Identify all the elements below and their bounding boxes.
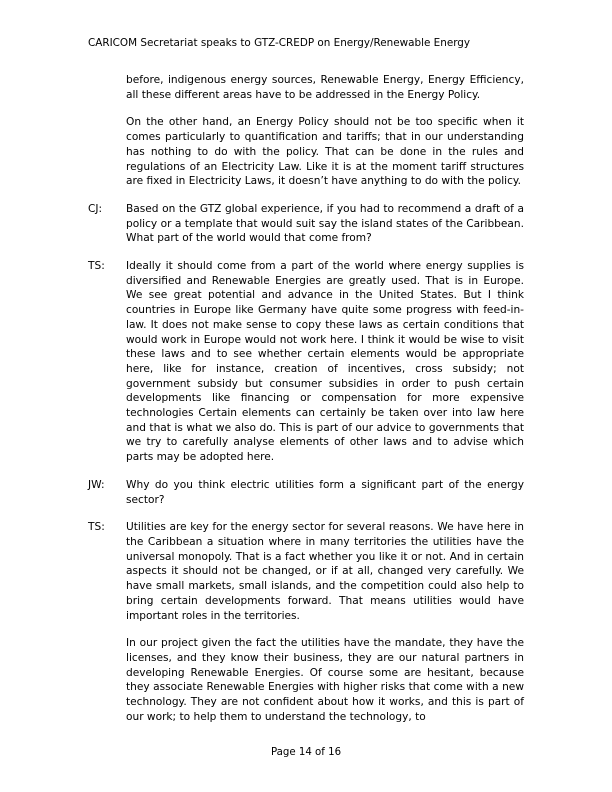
speaker-label: CJ: [88, 202, 103, 215]
document-body [88, 73, 524, 737]
dialogue-entry [88, 202, 524, 246]
dialogue-text: Ideally it should come from a part of the world where energy supplies is diversified and Renewable Energies are greatly used. That is in Europe. We see great potential and advance in the United States. But I think countries in Europe like Germany have quite some progress with feed-in-law. It does not make sense to copy these laws as certain conditions that would work in Europe would not work here. I think it would be wise to visit these laws and to see whether certain elements would be appropriate here, like for instance, creation of incentives, cross subsidy; not government subsidy but consumer subsidies in order to push certain developments like financing or compensation for more expensive technologies Certain elements can certainly be taken over into law here and that is what we also do. This is part of our advice to governments that we try to carefully analyse elements of other laws and to advise which parts may be adopted here. [126, 260, 524, 464]
dialogue-text: Utilities are key for the energy sector for several reasons. We have here in the Caribbean a situation where in many territories the utilities have the universal monopoly. That is a fact whether you like it or not. And in certain aspects it should not be changed, or if at all, changed very carefully. We have small markets, small islands, and the competition could also help to bring certain developments forward. That means utilities would have important roles in the territories. [126, 521, 524, 622]
dialogue-text: Based on the GTZ global experience, if you had to recommend a draft of a policy or a template that would suit say the island states of the Caribbean. What part of the world would that come from? [126, 202, 524, 245]
dialogue-entry [88, 520, 524, 623]
speaker-label: JW: [88, 478, 105, 491]
paragraph: In our project given the fact the utilities have the mandate, they have the licenses, and they know their business, they are our natural partners in developing Renewable Energies. Of course some are hesitant, because they associate Renewable Energies with higher risks that come with a new technology. They are not confident about how it works, and this is part of our work; to help them to understand the technology, to [126, 637, 524, 723]
page-header: CARICOM Secretariat speaks to GTZ-CREDP on Energy/Renewable Energy [88, 37, 471, 49]
dialogue-entry [88, 259, 524, 465]
dialogue-entry [88, 478, 524, 507]
paragraph: before, indigenous energy sources, Renewable Energy, Energy Efficiency, all these different areas have to be addressed in the Energy Policy. [126, 74, 524, 101]
dialogue-text: Why do you think electric utilities form a significant part of the energy sector? [126, 478, 524, 506]
speaker-label: TS: [88, 521, 105, 534]
paragraph: On the other hand, an Energy Policy should not be too specific when it comes particularly to quantification and tariffs; that in our understanding has nothing to do with the policy. That can be done in the rules and regulations of an Electricity Law. Like it is at the moment tariff structures are fixed in Electricity Laws, it doesn’t have anything to do with the policy. [126, 116, 524, 188]
speaker-label: TS: [88, 260, 105, 273]
page-number: Page 14 of 16 [270, 747, 342, 758]
